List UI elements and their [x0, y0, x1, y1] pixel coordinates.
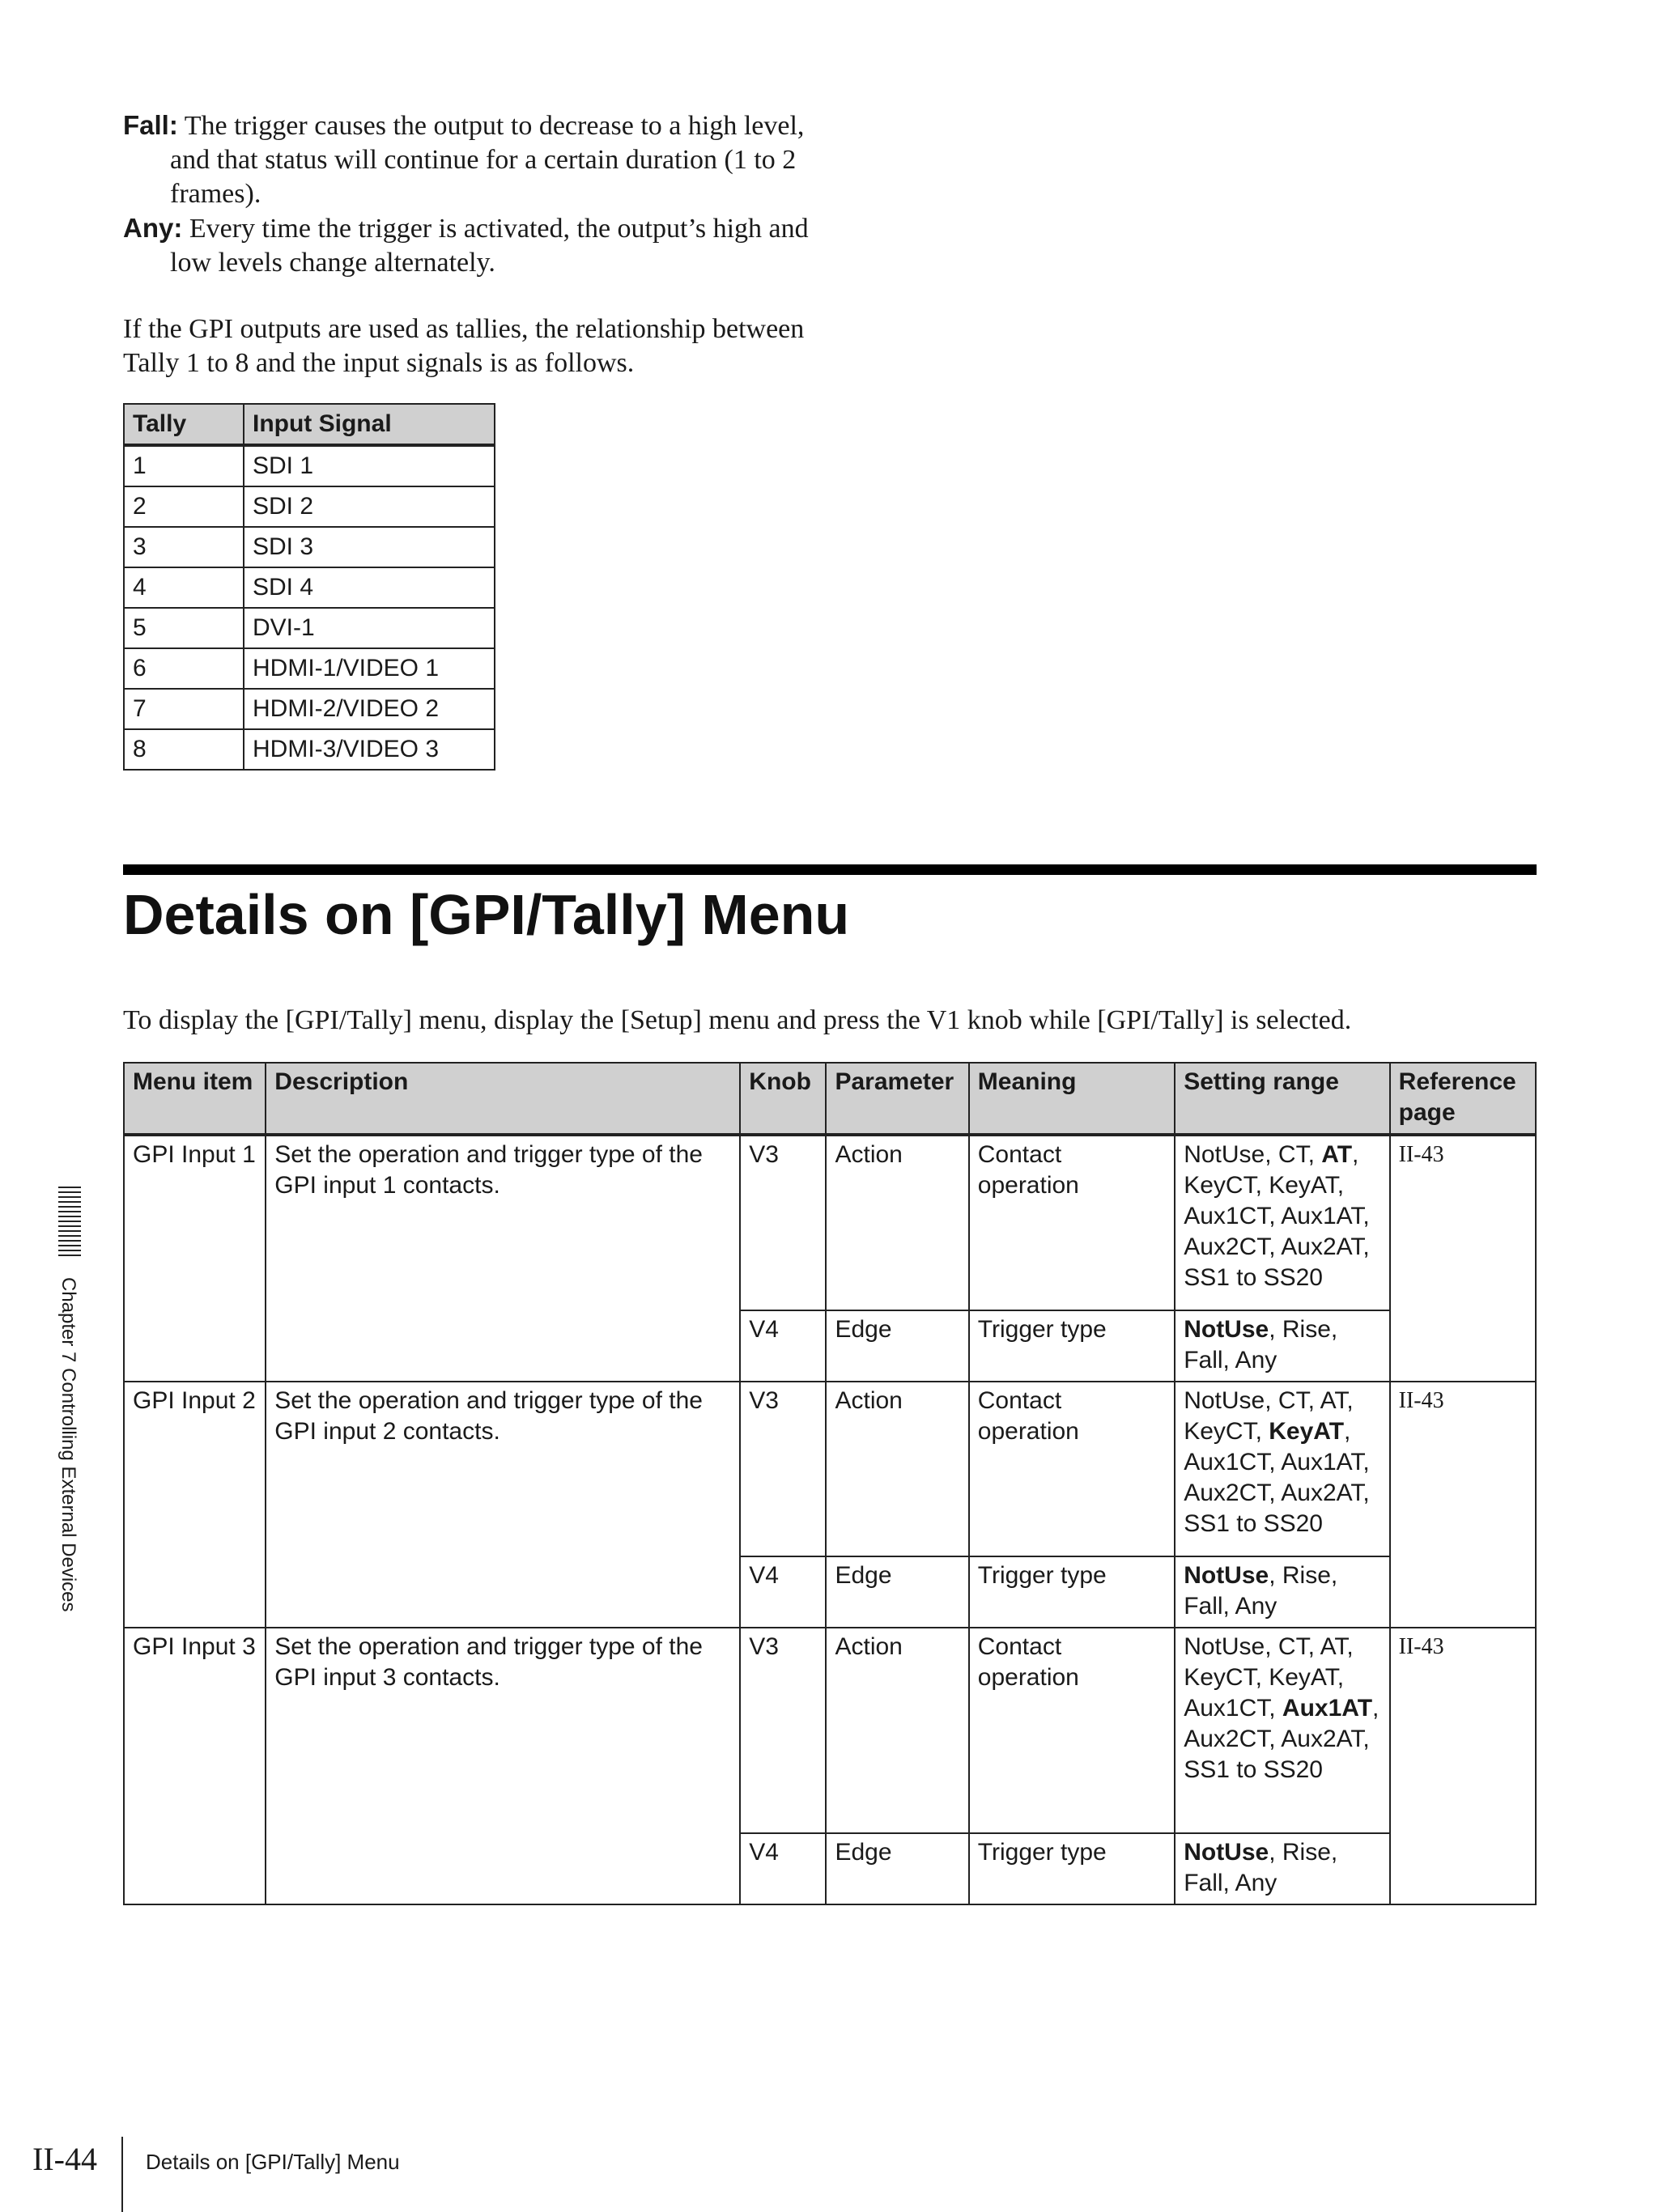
parameter-cell: Action	[826, 1628, 968, 1833]
table-cell: HDMI-2/VIDEO 2	[244, 689, 495, 729]
column-header: Tally	[124, 404, 244, 445]
knob-cell: V4	[740, 1310, 826, 1382]
column-header: Reference page	[1390, 1063, 1536, 1135]
meaning-cell: Contact operation	[969, 1628, 1175, 1833]
parameter-cell: Action	[826, 1135, 968, 1310]
parameter-cell: Edge	[826, 1833, 968, 1904]
parameter-cell: Edge	[826, 1556, 968, 1628]
table-cell: 6	[124, 648, 244, 689]
range-default-value: NotUse	[1184, 1316, 1269, 1343]
table-cell: HDMI-1/VIDEO 1	[244, 648, 495, 689]
knob-cell: V3	[740, 1628, 826, 1833]
definition-any	[123, 211, 819, 280]
chapter-tab-marker	[58, 1187, 81, 1259]
setting-range-cell	[1175, 1382, 1389, 1556]
table-row	[124, 648, 495, 689]
knob-cell: V4	[740, 1556, 826, 1628]
tally-table	[123, 403, 495, 771]
table-cell: HDMI-3/VIDEO 3	[244, 729, 495, 770]
range-text: , KeyCT, KeyAT, Aux1CT, Aux1AT, Aux2CT, Aux2AT, SS1 to SS20	[1184, 1141, 1370, 1291]
definition-text: The trigger causes the output to decrease to a high level, and that status will continue for a certain duration (1 to 2 frames).	[170, 111, 805, 209]
table-row	[124, 1628, 1536, 1833]
column-header: Input Signal	[244, 404, 495, 445]
setting-range-cell	[1175, 1628, 1389, 1833]
definition-list	[123, 108, 819, 280]
range-default-value: AT	[1321, 1141, 1353, 1168]
table-cell: 8	[124, 729, 244, 770]
parameter-cell: Action	[826, 1382, 968, 1556]
table-cell: SDI 4	[244, 567, 495, 608]
table-header-row	[124, 1063, 1536, 1135]
definition-term: Any:	[123, 213, 183, 243]
table-cell: 2	[124, 486, 244, 527]
table-row	[124, 445, 495, 486]
range-default-value: Aux1AT	[1282, 1695, 1373, 1722]
range-default-value: NotUse	[1184, 1839, 1269, 1866]
tally-intro-paragraph: If the GPI outputs are used as tallies, the relationship between Tally 1 to 8 and the input signals is as follows.	[123, 314, 805, 378]
menu-item-cell: GPI Input 2	[124, 1382, 266, 1628]
setting-range-cell	[1175, 1833, 1389, 1904]
table-header-row	[124, 404, 495, 445]
table-cell: 4	[124, 567, 244, 608]
table-row	[124, 567, 495, 608]
table-cell: SDI 1	[244, 445, 495, 486]
meaning-cell: Trigger type	[969, 1310, 1175, 1382]
range-text: , Rise, Fall, Any	[1184, 1316, 1338, 1373]
table-row	[124, 608, 495, 648]
setting-range-cell	[1175, 1556, 1389, 1628]
table-cell: SDI 3	[244, 527, 495, 567]
column-header: Menu item	[124, 1063, 266, 1135]
column-header: Knob	[740, 1063, 826, 1135]
knob-cell: V4	[740, 1833, 826, 1904]
section-title: Details on [GPI/Tally] Menu	[123, 883, 850, 946]
reference-page-cell: II-43	[1390, 1628, 1536, 1904]
menu-intro-paragraph: To display the [GPI/Tally] menu, display the [Setup] menu and press the V1 knob while [GPI/Tally] is selected.	[123, 1005, 1352, 1035]
range-default-value: NotUse	[1184, 1562, 1269, 1589]
column-header: Setting range	[1175, 1063, 1389, 1135]
menu-item-cell: GPI Input 1	[124, 1135, 266, 1382]
range-text: , Rise, Fall, Any	[1184, 1839, 1338, 1896]
section-rule	[123, 864, 1537, 875]
range-text: , Rise, Fall, Any	[1184, 1562, 1338, 1620]
meaning-cell: Trigger type	[969, 1833, 1175, 1904]
table-cell: DVI-1	[244, 608, 495, 648]
range-text: , Aux1CT, Aux1AT, Aux2CT, Aux2AT, SS1 to SS20	[1184, 1418, 1370, 1537]
chapter-side-label: Chapter 7 Controlling External Devices	[57, 1277, 79, 1612]
reference-page-cell: II-43	[1390, 1135, 1536, 1382]
footer-divider	[121, 2137, 123, 2212]
range-text: NotUse, CT, AT, KeyCT, KeyAT, Aux1CT,	[1184, 1633, 1354, 1722]
column-header: Meaning	[969, 1063, 1175, 1135]
range-default-value: KeyAT	[1269, 1418, 1345, 1445]
definition-term: Fall:	[123, 110, 178, 140]
table-row	[124, 729, 495, 770]
description-cell: Set the operation and trigger type of the GPI input 2 contacts.	[266, 1382, 740, 1628]
meaning-cell: Trigger type	[969, 1556, 1175, 1628]
range-text: NotUse, CT, AT, KeyCT,	[1184, 1387, 1354, 1445]
page-number: II-44	[32, 2141, 97, 2177]
table-cell: SDI 2	[244, 486, 495, 527]
table-row	[124, 486, 495, 527]
table-row	[124, 1382, 1536, 1556]
table-row	[124, 1135, 1536, 1310]
table-cell: 7	[124, 689, 244, 729]
meaning-cell: Contact operation	[969, 1135, 1175, 1310]
knob-cell: V3	[740, 1382, 826, 1556]
column-header: Description	[266, 1063, 740, 1135]
table-row	[124, 689, 495, 729]
parameter-cell: Edge	[826, 1310, 968, 1382]
description-cell: Set the operation and trigger type of the GPI input 3 contacts.	[266, 1628, 740, 1904]
meaning-cell: Contact operation	[969, 1382, 1175, 1556]
menu-item-cell: GPI Input 3	[124, 1628, 266, 1904]
gpi-menu-table	[123, 1062, 1537, 1905]
range-text: , Aux2CT, Aux2AT, SS1 to SS20	[1184, 1695, 1380, 1783]
reference-page-cell: II-43	[1390, 1382, 1536, 1628]
table-cell: 5	[124, 608, 244, 648]
column-header: Parameter	[826, 1063, 968, 1135]
setting-range-cell	[1175, 1310, 1389, 1382]
definition-fall	[123, 108, 819, 211]
table-cell: 1	[124, 445, 244, 486]
range-text: NotUse, CT,	[1184, 1141, 1322, 1168]
setting-range-cell	[1175, 1135, 1389, 1310]
table-row	[124, 527, 495, 567]
table-cell: 3	[124, 527, 244, 567]
description-cell: Set the operation and trigger type of the GPI input 1 contacts.	[266, 1135, 740, 1382]
knob-cell: V3	[740, 1135, 826, 1310]
definition-text: Every time the trigger is activated, the output’s high and low levels change alternately.	[170, 214, 809, 278]
footer-running-title: Details on [GPI/Tally] Menu	[146, 2150, 400, 2174]
